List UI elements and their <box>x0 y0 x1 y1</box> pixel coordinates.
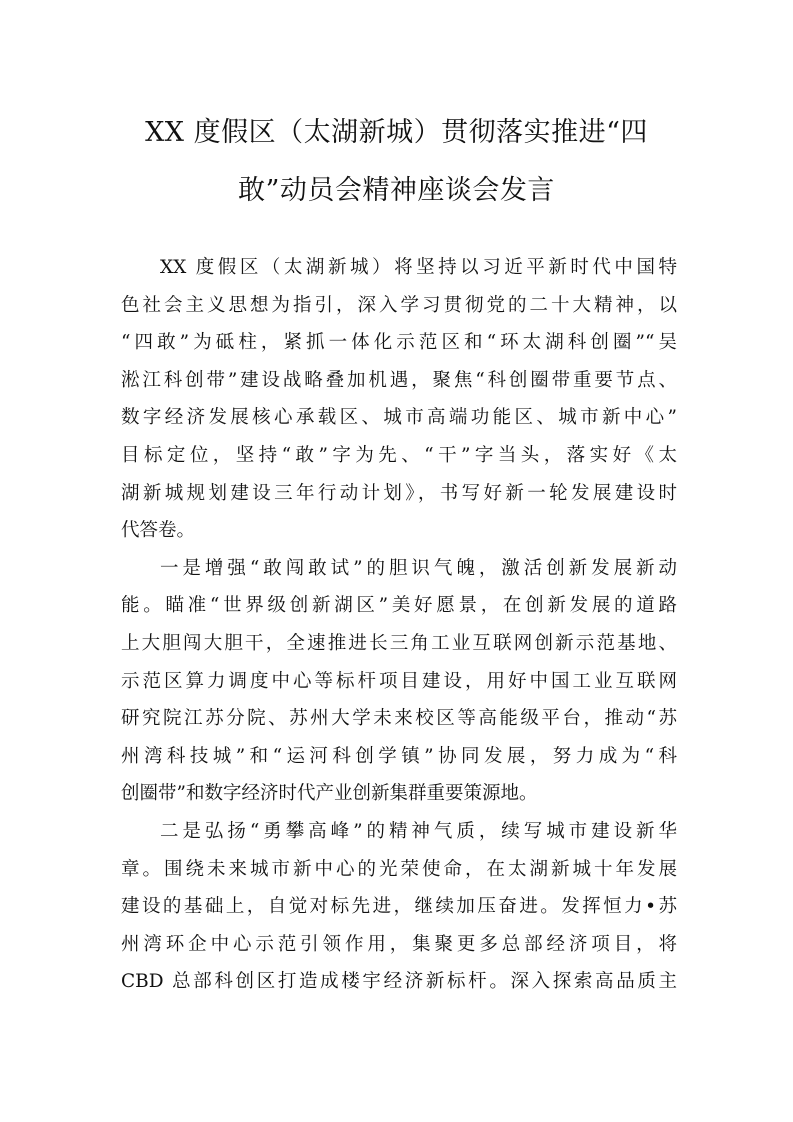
text-line: 建设的基础上，自觉对标先进，继续加压奋进。发挥恒力•苏 <box>121 896 677 918</box>
title-line: XX 度假区（太湖新城）贯彻落实推进“四 <box>145 117 648 148</box>
paragraph-point-two <box>121 813 677 1001</box>
text-line: CBD 总部科创区打造成楼宇经济新标杆。深入探索高品质主 <box>121 971 677 993</box>
text-line: 创圈带”和数字经济时代产业创新集群重要策源地。 <box>121 783 538 805</box>
text-line: 州湾环企中心示范引领作用，集聚更多总部经济项目，将 <box>121 933 677 955</box>
paragraph-intro <box>121 249 677 550</box>
paragraph-point-one <box>121 550 677 813</box>
text-line: 目标定位，坚持“敢”字为先、“干”字当头，落实好《太 <box>121 444 677 466</box>
text-line: 湖新城规划建设三年行动计划》，书写好新一轮发展建设时 <box>121 482 677 504</box>
text-line: 章。围绕未来城市新中心的光荣使命，在太湖新城十年发展 <box>121 858 677 880</box>
text-line: 一是增强“敢闯敢试”的胆识气魄，激活创新发展新动 <box>160 557 677 579</box>
document-body <box>121 249 677 1001</box>
text-line: 能。瞄准“世界级创新湖区”美好愿景，在创新发展的道路 <box>121 595 677 617</box>
text-line: 数字经济发展核心承载区、城市高端功能区、城市新中心” <box>121 407 677 429</box>
text-line: 上大胆闯大胆干，全速推进长三角工业互联网创新示范基地、 <box>121 632 677 654</box>
text-line: 二是弘扬“勇攀高峰”的精神气质，续写城市建设新华 <box>160 820 677 842</box>
text-line: 示范区算力调度中心等标杆项目建设，用好中国工业互联网 <box>121 670 677 692</box>
text-line: 代答卷。 <box>121 520 196 542</box>
text-line: 研究院江苏分院、苏州大学未来校区等高能级平台，推动“苏 <box>121 708 677 730</box>
text-line: “四敢”为砥柱，紧抓一体化示范区和“环太湖科创圈”“吴 <box>121 332 677 354</box>
title-line: 敢”动员会精神座谈会发言 <box>238 175 555 206</box>
document-title <box>100 104 693 220</box>
text-line: XX 度假区（太湖新城）将坚持以习近平新时代中国特 <box>160 257 677 278</box>
text-line: 州湾科技城”和“运河科创学镇”协同发展，努力成为“科 <box>121 745 677 767</box>
text-line: 淞江科创带”建设战略叠加机遇，聚焦“科创圈带重要节点、 <box>121 369 677 391</box>
text-line: 色社会主义思想为指引，深入学习贯彻党的二十大精神，以 <box>121 294 677 316</box>
